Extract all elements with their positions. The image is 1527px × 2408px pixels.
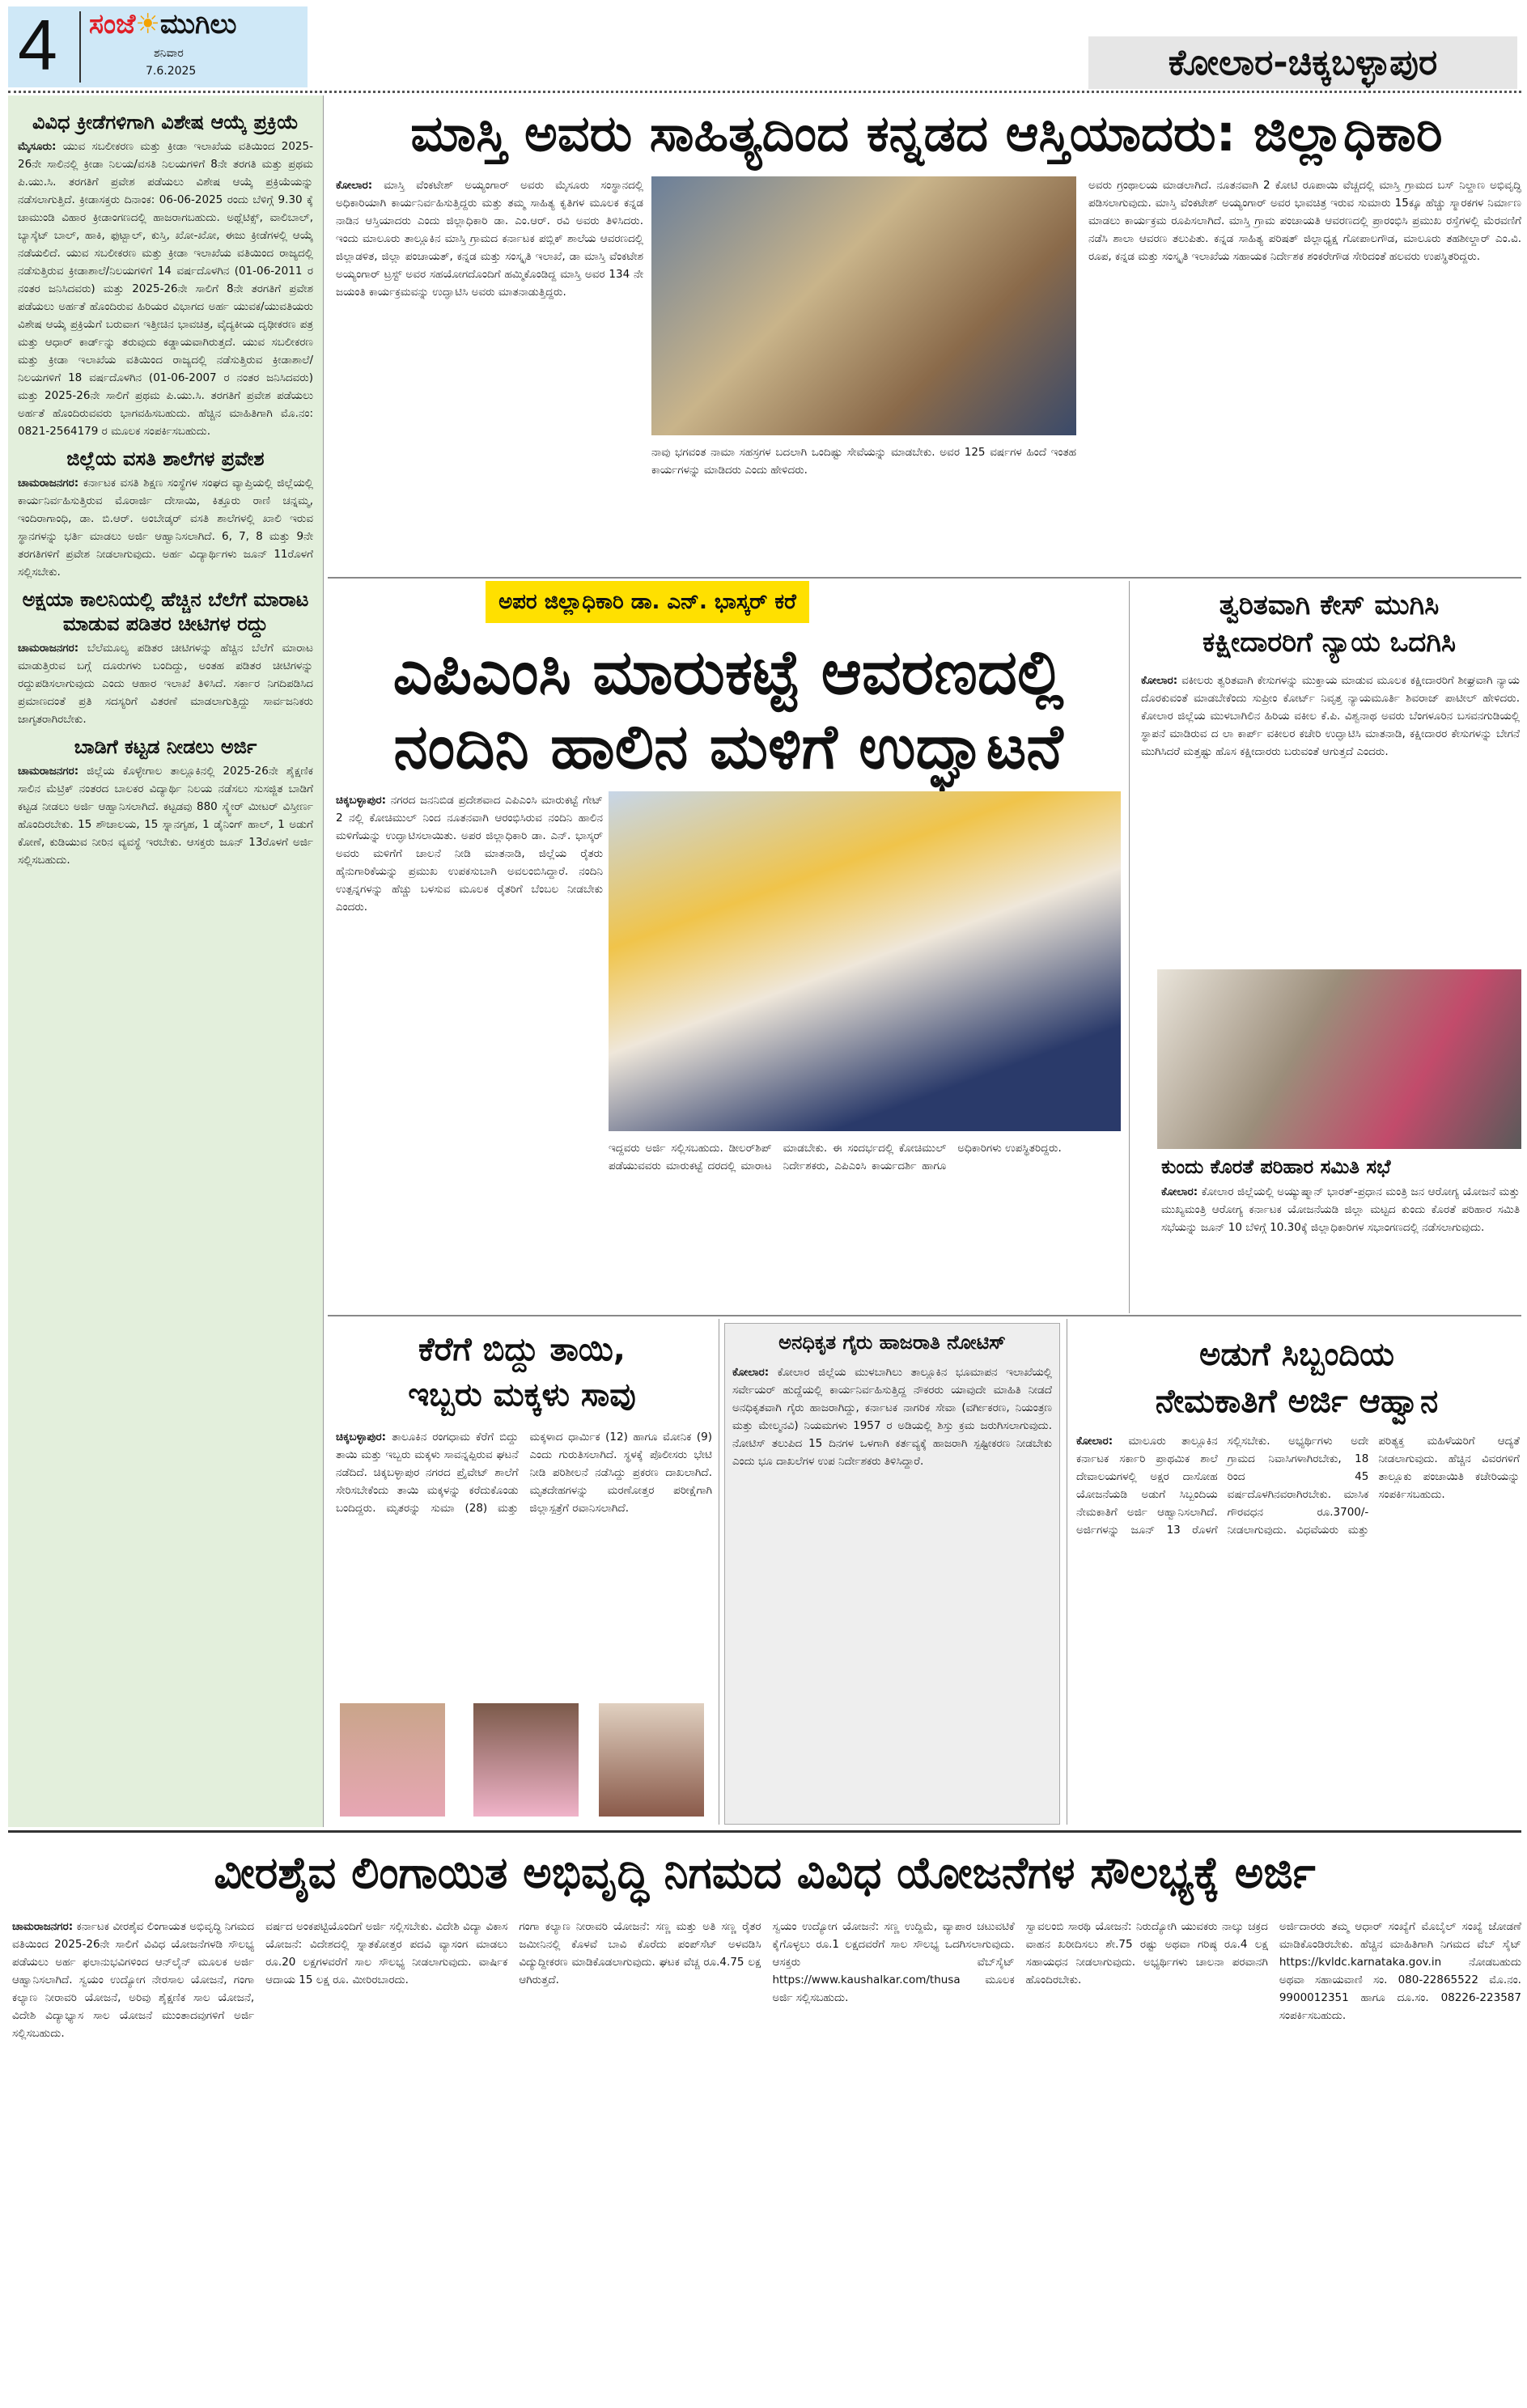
divider	[328, 1315, 1521, 1316]
headline-line: ತ್ವರಿತವಾಗಿ ಕೇಸ್ ಮುಗಿಸಿ	[1219, 589, 1440, 621]
bottom-col: ಅರ್ಜಿದಾರರು ತಮ್ಮ ಆಧಾರ್ ಸಂಖ್ಯೆಗೆ ಮೊಬೈಲ್ ಸಂಖ್ಯೆ ಜೋಡಣೆ ಮಾಡಿಕೊಂಡಿರಬೇಕು. ಹೆಚ್ಚಿನ ಮಾಹಿತಿಗಾಗಿ ನಿಗಮದ ವೆಬ್ ಸೈಟ್ https://kvldc.karnataka.gov.in ನೋಡಬಹುದು ಅಥವಾ ಸಹಾಯವಾಣಿ ಸಂ. 080-22865522 ಮೊ.ನಂ. 9900012351 ಹಾಗೂ ದೂ.ಸಂ. 08226-223587 ಸಂಪರ್ಕಿಸಬಹುದು.	[1279, 1920, 1521, 2022]
header-rule	[8, 91, 1521, 94]
divider	[1129, 581, 1130, 1313]
kere-body	[336, 1428, 712, 1695]
bottom-col: ವರ್ಷದ ಅಂಕಪಟ್ಟಿಯೊಂದಿಗೆ ಅರ್ಜಿ ಸಲ್ಲಿಸಬೇಕು. ವಿದೇಶಿ ವಿದ್ಯಾ ವಿಕಾಸ ಯೋಜನೆ: ವಿದೇಶದಲ್ಲಿ ಸ್ನಾತಕೋತ್ತರ ಪದವಿ ವ್ಯಾಸಂಗ ಮಾಡಲು ರೂ.20 ಲಕ್ಷಗಳವರೆಗೆ ಸಾಲ ಸೌಲಭ್ಯ ನೀಡಲಾಗುವುದು. ವಾರ್ಷಿಕ ಆದಾಯ 15 ಲಕ್ಷ ರೂ. ಮೀರಿರಬಾರದು.	[265, 1920, 508, 1986]
lead-col-1	[336, 176, 643, 573]
headline-line: ಇಬ್ಬರು ಮಕ್ಕಳು ಸಾವು	[408, 1376, 636, 1414]
bottom-columns	[12, 1918, 1521, 2403]
bottom-col: ಗಂಗಾ ಕಲ್ಯಾಣ ನೀರಾವರಿ ಯೋಜನೆ: ಸಣ್ಣ ಮತ್ತು ಅತಿ ಸಣ್ಣ ರೈತರ ಜಮೀನಿನಲ್ಲಿ ಕೊಳವೆ ಬಾವಿ ಕೊರೆದು ಪಂಪ್‌ಸೆಟ್ ಅಳವಡಿಸಿ ವಿದ್ಯುದ್ದೀಕರಣ ಮಾಡಿಕೊಡಲಾಗುವುದು. ಘಟಕ ವೆಚ್ಚ ರೂ.4.75 ಲಕ್ಷ ಆಗಿರುತ್ತದೆ.	[519, 1920, 761, 1986]
dateline: ಕೋಲಾರ:	[732, 1366, 770, 1379]
dateline: ಕೋಲಾರ:	[1161, 1185, 1198, 1198]
region-title: ಕೋಲಾರ-ಚಿಕ್ಕಬಳ್ಳಾಪುರ	[1088, 36, 1517, 89]
victim-photo	[599, 1703, 704, 1817]
kundu-text: ಕೋಲಾರ ಜಿಲ್ಲೆಯಲ್ಲಿ ಅಯ್ಯುಷ್ಮಾನ್ ಭಾರತ್-ಪ್ರಧಾನ ಮಂತ್ರಿ ಜನ ಆರೋಗ್ಯ ಯೋಜನೆ ಮತ್ತು ಮುಖ್ಯಮಂತ್ರಿ ಆರೋಗ್ಯ ಕರ್ನಾಟಕ ಯೋಜನೆಯಡಿ ಜಿಲ್ಲಾ ಮಟ್ಟದ ಕುಂದು ಕೊರತೆ ಪರಿಹಾರ ಸಮಿತಿ ಸಭೆಯನ್ನು ಜೂನ್ 10 ಬೆಳಿಗ್ಗೆ 10.30ಕ್ಕೆ ಜಿಲ್ಲಾಧಿಕಾರಿಗಳ ಸಭಾಂಗಣದಲ್ಲಿ ನಡೆಸಲಾಗುವುದು.	[1161, 1185, 1520, 1234]
dateline: ಚಾಮರಾಜನಗರ:	[18, 477, 79, 490]
dateline: ಚಾಮರಾಜನಗರ:	[18, 765, 79, 778]
date: 7.6.2025	[146, 65, 197, 78]
headline-line: ಕಕ್ಷೀದಾರರಿಗೆ ನ್ಯಾಯ ಒದಗಿಸಿ	[1202, 626, 1457, 659]
left-article-1-title: ವಿವಿಧ ಕ್ರೀಡೆಗಳಿಗಾಗಿ ವಿಶೇಷ ಆಯ್ಕೆ ಪ್ರಕ್ರಿಯೆ	[32, 111, 299, 134]
victim-photo	[473, 1703, 579, 1817]
left-article-3-body: ಬೆಲೆಮೂಲ್ಯ ಪಡಿತರ ಚೀಟಿಗಳನ್ನು ಹೆಚ್ಚಿನ ಬೆಲೆಗೆ ಮಾರಾಟ ಮಾಡುತ್ತಿರುವ ಬಗ್ಗೆ ದೂರುಗಳು ಬಂದಿದ್ದು, ಅಂತಹ ಪಡಿತರ ಚೀಟಿಗಳನ್ನು ರದ್ದುಪಡಿಸಲಾಗುವುದು ಎಂದು ಆಹಾರ ಇಲಾಖೆ ತಿಳಿಸಿದೆ. ಸರ್ಕಾರ ನಿಗದಿಪಡಿಸಿದ ಪ್ರಮಾಣದಂತೆ ಪ್ರತಿ ಸದಸ್ಯರಿಗೆ ವಿತರಣೆ ಮಾಡಲಾಗುತ್ತಿದ್ದು ಸಾರ್ವಜನಿಕರು ಜಾಗೃತರಾಗಿರಬೇಕು.	[18, 642, 313, 726]
apmc-headline	[332, 635, 1125, 784]
divider	[8, 1830, 1521, 1833]
dateline: ಚಾಮರಾಜನಗರ:	[12, 1920, 74, 1933]
kundu-body	[1161, 1183, 1520, 1311]
dateline: ಮೈಸೂರು:	[18, 140, 57, 153]
justice-text: ವಕೀಲರು ತ್ವರಿತವಾಗಿ ಕೇಸುಗಳನ್ನು ಮುಕ್ತಾಯ ಮಾಡುವ ಮೂಲಕ ಕಕ್ಷೀದಾರರಿಗೆ ಶೀಘ್ರವಾಗಿ ನ್ಯಾಯ ದೊರಕುವಂತೆ ಮಾಡಬೇಕೆಂದು ಸುಪ್ರೀಂ ಕೋರ್ಟ್ ನಿವೃತ್ತ ನ್ಯಾಯಮೂರ್ತಿ ಶಿವರಾಜ್ ಪಾಟೀಲ್ ಹೇಳಿದರು. ಕೋಲಾರ ಜಿಲ್ಲೆಯ ಮುಳಬಾಗಿಲಿನ ಹಿರಿಯ ವಕೀಲ ಕೆ.ಪಿ. ವಿಶ್ವನಾಥ ಅವರು ಬೆಂಗಳೂರಿನ ಬಸವನಗುಡಿಯಲ್ಲಿ ಸ್ಥಾಪನೆ ಮಾಡಿರುವ ದ ಲಾ ಕಾರ್ಪ್ ವಕೀಲರ ಕಚೇರಿ ಉದ್ಘಾಟಿಸಿ ಮಾತನಾಡಿ, ಕಕ್ಷೀದಾರರ ಕೇಸುಗಳನ್ನು ಬೇಗನೆ ಮುಗಿಸಿದರೆ ಮತ್ತಷ್ಟು ಹೊಸ ಕಕ್ಷೀದಾರರು ಬರುವಂತೆ ಆಗುತ್ತದೆ ಎಂದರು.	[1141, 674, 1520, 758]
apmc-col-1	[336, 791, 603, 1131]
dateline: ಚಿಕ್ಕಬಳ್ಳಾಪುರ:	[336, 1431, 387, 1444]
day: ಶನಿವಾರ	[154, 47, 184, 60]
bottom-col: ಸ್ವಯಂ ಉದ್ಯೋಗ ಯೋಜನೆ: ಸಣ್ಣ ಉದ್ದಿಮೆ, ವ್ಯಾಪಾರ ಚಟುವಟಿಕೆ ಕೈಗೊಳ್ಳಲು ರೂ.1 ಲಕ್ಷದವರೆಗೆ ಸಾಲ ಸೌಲಭ್ಯ ಒದಗಿಸಲಾಗುವುದು. ಆಸಕ್ತರು ವೆಬ್‌ಸೈಟ್ https://www.kaushalkar.com/thusa ಮೂಲಕ ಅರ್ಜಿ ಸಲ್ಲಿಸಬಹುದು.	[772, 1920, 1015, 2004]
headline-line: ಎಪಿಎಂಸಿ ಮಾರುಕಟ್ಟೆ ಆವರಣದಲ್ಲಿ	[392, 636, 1064, 708]
bottom-text: ಕರ್ನಾಟಕ ವೀರಶೈವ ಲಿಂಗಾಯತ ಅಭಿವೃದ್ಧಿ ನಿಗಮದ ವತಿಯಿಂದ 2025-26ನೇ ಸಾಲಿಗೆ ವಿವಿಧ ಯೋಜನೆಗಳಡಿ ಸೌಲಭ್ಯ ಪಡೆಯಲು ಅರ್ಹ ಫಲಾನುಭವಿಗಳಿಂದ ಆನ್‌ಲೈನ್ ಮೂಲಕ ಅರ್ಜಿ ಆಹ್ವಾನಿಸಲಾಗಿದೆ. ಸ್ವಯಂ ಉದ್ಯೋಗ ನೇರಸಾಲ ಯೋಜನೆ, ಗಂಗಾ ಕಲ್ಯಾಣ ನೀರಾವರಿ ಯೋಜನೆ, ಅರಿವು ಶೈಕ್ಷಣಿಕ ಸಾಲ ಯೋಜನೆ, ವಿದೇಶಿ ವಿದ್ಯಾಭ್ಯಾಸ ಸಾಲ ಯೋಜನೆ ಮುಂತಾದವುಗಳಿಗೆ ಅರ್ಜಿ ಸಲ್ಲಿಸಬಹುದು.	[12, 1920, 255, 2040]
kundu-photo	[1157, 969, 1521, 1149]
notice-body	[732, 1363, 1052, 1817]
left-article-3-title: ಅಕ್ಷಯಾ ಕಾಲನಿಯಲ್ಲಿ ಹೆಚ್ಚಿನ ಬೆಲೆಗೆ ಮಾರಾಟ ಮಾಡುವ ಪಡಿತರ ಚೀಟಿಗಳ ರದ್ದು	[22, 588, 309, 635]
kere-headline	[332, 1327, 712, 1418]
left-sidebar	[8, 95, 324, 1827]
apmc-kicker: ಅಪರ ಜಿಲ್ಲಾಧಿಕಾರಿ ಡಾ. ಎನ್. ಭಾಸ್ಕರ್ ಕರೆ	[486, 581, 809, 623]
bottom-col	[12, 1918, 254, 2403]
headline-line: ಅಡುಗೆ ಸಿಬ್ಬಂದಿಯ	[1198, 1336, 1394, 1373]
justice-headline	[1137, 587, 1521, 661]
left-article-1-body: ಯುವ ಸಬಲೀಕರಣ ಮತ್ತು ಕ್ರೀಡಾ ಇಲಾಖೆಯ ವತಿಯಿಂದ 2025-26ನೇ ಸಾಲಿನಲ್ಲಿ ಕ್ರೀಡಾ ನಿಲಯ/ವಸತಿ ನಿಲಯಗಳಿಗೆ 8ನೇ ತರಗತಿ ಮತ್ತು ಪ್ರಥಮ ಪಿ.ಯು.ಸಿ. ತರಗತಿಗೆ ಪ್ರವೇಶ ಪಡೆಯಲು ವಿಶೇಷ ಆಯ್ಕೆ ಪ್ರಕ್ರಿಯೆಯನ್ನು ನಡೆಸಲಾಗುತ್ತಿದೆ. ಕ್ರೀಡಾಸಕ್ತರು ದಿನಾಂಕ: 06-06-2025 ರಂದು ಬೆಳಿಗ್ಗೆ 9.30 ಕ್ಕೆ ಚಾಮುಂಡಿ ವಿಹಾರ ಕ್ರೀಡಾಂಗಣದಲ್ಲಿ ಹಾಜರಾಗಬಹುದು. ಅಥ್ಲೆಟಿಕ್ಸ್, ವಾಲಿಬಾಲ್, ಬ್ಯಾಸ್ಕೆಟ್ ಬಾಲ್, ಹಾಕಿ, ಫುಟ್ಬಾಲ್, ಕುಸ್ತಿ, ಖೋ-ಖೋ, ಈಜು ಕ್ರೀಡೆಗಳಲ್ಲಿ ಆಯ್ಕೆ ನಡೆಯಲಿದೆ. ಯುವ ಸಬಲೀಕರಣ ಮತ್ತು ಕ್ರೀಡಾ ಇಲಾಖೆಯ ವತಿಯಿಂದ ರಾಜ್ಯದಲ್ಲಿ ನಡೆಸುತ್ತಿರುವ ಕ್ರೀಡಾಶಾಲೆ/ನಿಲಯಗಳಿಗೆ 14 ವರ್ಷದೊಳಗಿನ (01-06-2011 ರ ನಂತರ ಜನಿಸಿದವರು) ಮತ್ತು 2025-26ನೇ ಸಾಲಿಗೆ 8ನೇ ತರಗತಿಗೆ ಪ್ರವೇಶ ಪಡೆಯಲು ಅರ್ಹತೆ ಹೊಂದಿರುವ ಹಿರಿಯರ ವಿಭಾಗದ ಅರ್ಹ ಯುವಕ/ಯುವತಿಯರು ವಿಶೇಷ ಆಯ್ಕೆ ಪ್ರಕ್ರಿಯೆಗೆ ಬರುವಾಗ ಇತ್ತೀಚಿನ ಭಾವಚಿತ್ರ, ವೈದ್ಯಕೀಯ ದೃಢೀಕರಣ ಪತ್ರ ಮತ್ತು ಆಧಾರ್ ಕಾರ್ಡ್‌ನ್ನು ತರುವುದು ಕಡ್ಡಾಯವಾಗಿರುತ್ತದೆ. ಯುವ ಸಬಲೀಕರಣ ಮತ್ತು ಕ್ರೀಡಾ ಇಲಾಖೆಯ ವತಿಯಿಂದ ರಾಜ್ಯದಲ್ಲಿ ನಡೆಸುತ್ತಿರುವ ಕ್ರೀಡಾಶಾಲೆ/ನಿಲಯಗಳಿಗೆ 18 ವರ್ಷದೊಳಗಿನ (01-06-2007 ರ ನಂತರ ಜನಿಸಿದವರು) ಮತ್ತು 2025-26ನೇ ಸಾಲಿಗೆ ಪ್ರಥಮ ಪಿ.ಯು.ಸಿ. ತರಗತಿಗೆ ಪ್ರವೇಶ ಪಡೆಯಲು ಅರ್ಹತೆ ಹೊಂದಿರುವವರು ಭಾಗವಹಿಸಬಹುದು. ಹೆಚ್ಚಿನ ಮಾಹಿತಿಗಾಗಿ ಮೊ.ನಂ: 0821-2564179 ರ ಮೂಲಕ ಸಂಪರ್ಕಿಸಬಹುದು.	[18, 140, 313, 438]
dateline: ಚಿಕ್ಕಬಳ್ಳಾಪುರ:	[336, 794, 387, 807]
dateline: ಚಾಮರಾಜನಗರ:	[18, 642, 79, 655]
divider	[328, 577, 1521, 579]
headline-line: ಕೆರೆಗೆ ಬಿದ್ದು ತಾಯಿ,	[418, 1331, 626, 1368]
bottom-headline: ವೀರಶೈವ ಲಿಂಗಾಯಿತ ಅಭಿವೃದ್ಧಿ ನಿಗಮದ ವಿವಿಧ ಯೋಜನೆಗಳ ಸೌಲಭ್ಯಕ್ಕೆ ಅರ್ಜಿ	[214, 1847, 1316, 1898]
lead-headline: ಮಾಸ್ತಿ ಅವರು ಸಾಹಿತ್ಯದಿಂದ ಕನ್ನಡದ ಆಸ್ತಿಯಾದರು: ಜಿಲ್ಲಾಧಿಕಾರಿ	[410, 104, 1443, 163]
left-article-4-title: ಬಾಡಿಗೆ ಕಟ್ಟಡ ನೀಡಲು ಅರ್ಜಿ	[74, 736, 257, 758]
notice-text: ಕೋಲಾರ ಜಿಲ್ಲೆಯ ಮುಳಬಾಗಿಲು ತಾಲ್ಲೂಕಿನ ಭೂಮಾಪನ ಇಲಾಖೆಯಲ್ಲಿ ಸರ್ವೇಯರ್ ಹುದ್ದೆಯಲ್ಲಿ ಕಾರ್ಯನಿರ್ವಹಿಸುತ್ತಿದ್ದ ನೌಕರರು ಯಾವುದೇ ಮಾಹಿತಿ ನೀಡದೆ ಅನಧಿಕೃತವಾಗಿ ಗೈರು ಹಾಜರಾಗಿದ್ದು, ಕರ್ನಾಟಕ ನಾಗರಿಕ ಸೇವಾ (ವರ್ಗೀಕರಣ, ನಿಯಂತ್ರಣ ಮತ್ತು ಮೇಲ್ಮನವಿ) ನಿಯಮಗಳು 1957 ರ ಅಡಿಯಲ್ಲಿ ಶಿಸ್ತು ಕ್ರಮ ಜರುಗಿಸಲಾಗುವುದು. ನೋಟಿಸ್ ತಲುಪಿದ 15 ದಿನಗಳ ಒಳಗಾಗಿ ಕರ್ತವ್ಯಕ್ಕೆ ಹಾಜರಾಗಿ ಸ್ಪಷ್ಟೀಕರಣ ನೀಡಬೇಕು ಎಂದು ಭೂ ದಾಖಲೆಗಳ ಉಪ ನಿರ್ದೇಶಕರು ತಿಳಿಸಿದ್ದಾರೆ.	[732, 1366, 1052, 1468]
headline-line: ನೇಮಕಾತಿಗೆ ಅರ್ಜಿ ಆಹ್ವಾನ	[1155, 1383, 1439, 1420]
apmc-col-2: ಇದ್ದವರು ಅರ್ಜಿ ಸಲ್ಲಿಸಬಹುದು. ಡೀಲರ್‌ಶಿಪ್ ಪಡೆಯುವವರು ಮಾರುಕಟ್ಟೆ ದರದಲ್ಲಿ ಮಾರಾಟ ಮಾಡಬೇಕು. ಈ ಸಂದರ್ಭದಲ್ಲಿ ಕೋಚಿಮುಲ್ ನಿರ್ದೇಶಕರು, ಎಪಿಎಂಸಿ ಕಾರ್ಯದರ್ಶಿ ಹಾಗೂ ಅಧಿಕಾರಿಗಳು ಉಪಸ್ಥಿತರಿದ್ದರು.	[609, 1142, 1062, 1172]
adige-headline	[1072, 1331, 1521, 1425]
left-article-4-body: ಜಿಲ್ಲೆಯ ಕೊಳ್ಳೇಗಾಲ ತಾಲ್ಲೂಕಿನಲ್ಲಿ 2025-26ನೇ ಶೈಕ್ಷಣಿಕ ಸಾಲಿನ ಮೆಟ್ರಿಕ್ ನಂತರದ ಬಾಲಕರ ವಿದ್ಯಾರ್ಥಿ ನಿಲಯ ನಡೆಸಲು ಸುಸಜ್ಜಿತ ಬಾಡಿಗೆ ಕಟ್ಟಡ ನೀಡಲು ಅರ್ಜಿ ಆಹ್ವಾನಿಸಲಾಗಿದೆ. ಕಟ್ಟಡವು 880 ಸ್ಕ್ವೇರ್ ಮೀಟರ್ ವಿಸ್ತೀರ್ಣ ಹೊಂದಿರಬೇಕು. 15 ಶೌಚಾಲಯ, 15 ಸ್ನಾನಗೃಹ, 1 ಡೈನಿಂಗ್ ಹಾಲ್, 1 ಅಡುಗೆ ಕೋಣೆ, ಕುಡಿಯುವ ನೀರಿನ ವ್ಯವಸ್ಥೆ ಇರಬೇಕು. ಆಸಕ್ತರು ಜೂನ್ 13ರೊಳಗೆ ಅರ್ಜಿ ಸಲ್ಲಿಸಬಹುದು.	[18, 765, 313, 867]
victim-photo	[340, 1703, 445, 1817]
left-article-2-title: ಜಿಲ್ಲೆಯ ವಸತಿ ಶಾಲೆಗಳ ಪ್ರವೇಶ	[66, 447, 265, 470]
dateline: ಕೋಲಾರ:	[1076, 1435, 1113, 1448]
dateline: ಕೋಲಾರ:	[1141, 674, 1178, 687]
dateline: ಕೋಲಾರ:	[336, 179, 373, 192]
lead-col-2: ನಾವು ಭಗವಂತ ನಾಮಾ ಸಹಸ್ರಗಳ ಬದಲಾಗಿ ಒಂದಿಷ್ಟು ಸೇವೆಯನ್ನು ಮಾಡಬೇಕು. ಅವರ 125 ವರ್ಷಗಳ ಹಿಂದೆ ಇಂತಹ ಕಾರ್ಯಗಳನ್ನು ಮಾಡಿದರು ಎಂದು ಹೇಳಿದರು.	[651, 446, 1076, 477]
kundu-headline: ಕುಂದು ಕೊರತೆ ಪರಿಹಾರ ಸಮಿತಿ ಸಭೆ	[1161, 1155, 1391, 1178]
lead-text: ಮಾಸ್ತಿ ವೆಂಕಟೇಶ್ ಅಯ್ಯಂಗಾರ್ ಅವರು ಮೈಸೂರು ಸಂಸ್ಥಾನದಲ್ಲಿ ಅಧಿಕಾರಿಯಾಗಿ ಕಾರ್ಯನಿರ್ವಹಿಸುತ್ತಿದ್ದರು ಮತ್ತು ತಮ್ಮ ಸಾಹಿತ್ಯ ಕೃತಿಗಳ ಮೂಲಕ ಕನ್ನಡ ನಾಡಿನ ಆಸ್ತಿಯಾದರು ಎಂದು ಜಿಲ್ಲಾಧಿಕಾರಿ ಡಾ. ಎಂ.ಆರ್. ರವಿ ಅವರು ತಿಳಿಸಿದರು. ಇಂದು ಮಾಲೂರು ತಾಲ್ಲೂಕಿನ ಮಾಸ್ತಿ ಗ್ರಾಮದ ಕರ್ನಾಟಕ ಪಬ್ಲಿಕ್ ಶಾಲೆಯ ಆವರಣದಲ್ಲಿ ಜಿಲ್ಲಾಡಳಿತ, ಜಿಲ್ಲಾ ಪಂಚಾಯತ್, ಕನ್ನಡ ಮತ್ತು ಸಂಸ್ಕೃತಿ ಇಲಾಖೆ, ಡಾ ಮಾಸ್ತಿ ವೆಂಕಟೇಶ ಅಯ್ಯಂಗಾರ್ ಟ್ರಸ್ಟ್ ಅವರ ಸಹಯೋಗದೊಂದಿಗೆ ಹಮ್ಮಿಕೊಂಡಿದ್ದ ಮಾಸ್ತಿ ಅವರ 134 ನೇ ಜಯಂತಿ ಕಾರ್ಯಕ್ರಮವನ್ನು ಉದ್ಘಾಟಿಸಿ ಅವರು ಮಾತನಾಡುತ್ತಿದ್ದರು.	[336, 179, 643, 299]
justice-body	[1141, 672, 1520, 963]
paper-logo: ಸಂಜೆ☀ಮುಗಿಲು	[89, 8, 237, 40]
apmc-text: ನಗರದ ಜನನಿಬಿಡ ಪ್ರದೇಶವಾದ ಎಪಿಎಂಸಿ ಮಾರುಕಟ್ಟೆ ಗೇಟ್ 2 ನಲ್ಲಿ ಕೋಚಿಮುಲ್ ನಿಂದ ನೂತನವಾಗಿ ಆರಂಭಿಸಿರುವ ನಂದಿನಿ ಹಾಲಿನ ಮಳಿಗೆಯನ್ನು ಉದ್ಘಾಟಿಸಲಾಯಿತು. ಅಪರ ಜಿಲ್ಲಾಧಿಕಾರಿ ಡಾ. ಎನ್. ಭಾಸ್ಕರ್ ಅವರು ಮಳಿಗೆಗೆ ಚಾಲನೆ ನೀಡಿ ಮಾತನಾಡಿ, ಜಿಲ್ಲೆಯ ರೈತರು ಹೈನುಗಾರಿಕೆಯನ್ನು ಪ್ರಮುಖ ಉಪಕಸುಬಾಗಿ ಅವಲಂಬಿಸಿದ್ದಾರೆ. ನಂದಿನಿ ಉತ್ಪನ್ನಗಳನ್ನು ಹೆಚ್ಚು ಬಳಸುವ ಮೂಲಕ ರೈತರಿಗೆ ಬೆಂಬಲ ನೀಡಬೇಕು ಎಂದರು.	[336, 794, 603, 914]
left-article-2-body: ಕರ್ನಾಟಕ ವಸತಿ ಶಿಕ್ಷಣ ಸಂಸ್ಥೆಗಳ ಸಂಘದ ವ್ಯಾಪ್ತಿಯಲ್ಲಿ ಜಿಲ್ಲೆಯಲ್ಲಿ ಕಾರ್ಯನಿರ್ವಹಿಸುತ್ತಿರುವ ಮೊರಾರ್ಜಿ ದೇಸಾಯಿ, ಕಿತ್ತೂರು ರಾಣಿ ಚನ್ನಮ್ಮ, ಇಂದಿರಾಗಾಂಧಿ, ಡಾ. ಬಿ.ಆರ್. ಅಂಬೇಡ್ಕರ್ ವಸತಿ ಶಾಲೆಗಳಲ್ಲಿ ಖಾಲಿ ಇರುವ ಸ್ಥಾನಗಳನ್ನು ಭರ್ತಿ ಮಾಡಲು ಅರ್ಜಿ ಆಹ್ವಾನಿಸಲಾಗಿದೆ. 6, 7, 8 ಮತ್ತು 9ನೇ ತರಗತಿಗಳಿಗೆ ಪ್ರವೇಶ ನೀಡಲಾಗುವುದು. ಅರ್ಹ ವಿದ್ಯಾರ್ಥಿಗಳು ಜೂನ್ 11ರೊಳಗೆ ಸಲ್ಲಿಸಬೇಕು.	[18, 477, 314, 579]
adige-text: ಮಾಲೂರು ತಾಲ್ಲೂಕಿನ ಕರ್ನಾಟಕ ಸರ್ಕಾರಿ ಪ್ರಾಥಮಿಕ ಶಾಲೆ ದೇವಾಲಯಗಳಲ್ಲಿ ಅಕ್ಷರ ದಾಸೋಹ ಯೋಜನೆಯಡಿ ಅಡುಗೆ ಸಿಬ್ಬಂದಿಯ ನೇಮಕಾತಿಗೆ ಅರ್ಜಿ ಆಹ್ವಾನಿಸಲಾಗಿದೆ. ಅರ್ಜಿಗಳನ್ನು ಜೂನ್ 13 ರೊಳಗೆ ಸಲ್ಲಿಸಬೇಕು. ಅಭ್ಯರ್ಥಿಗಳು ಅದೇ ಗ್ರಾಮದ ನಿವಾಸಿಗಳಾಗಿರಬೇಕು, 18 ರಿಂದ 45 ವರ್ಷದೊಳಗಿನವರಾಗಿರಬೇಕು. ಮಾಸಿಕ ಗೌರವಧನ ರೂ.3700/- ನೀಡಲಾಗುವುದು. ವಿಧವೆಯರು ಮತ್ತು ಪರಿತ್ಯಕ್ತ ಮಹಿಳೆಯರಿಗೆ ಆದ್ಯತೆ ನೀಡಲಾಗುವುದು. ಹೆಚ್ಚಿನ ವಿವರಗಳಿಗೆ ತಾಲ್ಲೂಕು ಪಂಚಾಯಿತಿ ಕಚೇರಿಯನ್ನು ಸಂಪರ್ಕಿಸಬಹುದು.	[1076, 1435, 1520, 1537]
logo-red: ಸಂಜೆ	[89, 8, 136, 40]
lead-photo	[651, 176, 1076, 435]
bottom-col: ಸ್ವಾವಲಂಬಿ ಸಾರಥಿ ಯೋಜನೆ: ನಿರುದ್ಯೋಗಿ ಯುವಕರು ನಾಲ್ಕು ಚಕ್ರದ ವಾಹನ ಖರೀದಿಸಲು ಶೇ.75 ರಷ್ಟು ಅಥವಾ ಗರಿಷ್ಠ ರೂ.4 ಲಕ್ಷ ಸಹಾಯಧನ ನೀಡಲಾಗುವುದು. ಅಭ್ಯರ್ಥಿಗಳು ಚಾಲನಾ ಪರವಾನಗಿ ಹೊಂದಿರಬೇಕು.	[1025, 1920, 1268, 1986]
page-number: 4	[18, 5, 57, 85]
notice-headline: ಅನಧಿಕೃತ ಗೈರು ಹಾಜರಾತಿ ನೋಟಿಸ್	[778, 1331, 1006, 1354]
adige-body	[1076, 1432, 1520, 1821]
lead-col-3: ಅವರು ಗ್ರಂಥಾಲಯ ಮಾಡಲಾಗಿದೆ. ನೂತನವಾಗಿ 2 ಕೋಟಿ ರೂಪಾಯಿ ವೆಚ್ಚದಲ್ಲಿ ಮಾಸ್ತಿ ಗ್ರಾಮದ ಬಸ್ ನಿಲ್ದಾಣ ಅಭಿವೃದ್ಧಿ ಪಡಿಸಲಾಗುವುದು. ಮಾಸ್ತಿ ವೆಂಕಟೇಶ್ ಅಯ್ಯಂಗಾರ್ ಅವರ ಭಾವಚಿತ್ರ ಇರುವ ಸುಮಾರು 15ಕ್ಕೂ ಹೆಚ್ಚು ಸ್ಮಾರಕಗಳ ನಿರ್ಮಾಣ ಮಾಡಲು ಕಾರ್ಯಕ್ರಮ ರೂಪಿಸಲಾಗಿದೆ. ಮಾಸ್ತಿ ಗ್ರಾಮ ಪಂಚಾಯತಿ ಆವರಣದಲ್ಲಿ ಪ್ರಾರಂಭಿಸಿ ಪ್ರಮುಖ ರಸ್ತೆಗಳಲ್ಲಿ ಮೆರವಣಿಗೆ ನಡೆಸಿ ಶಾಲಾ ಆವರಣ ತಲುಪಿತು. ಕನ್ನಡ ಸಾಹಿತ್ಯ ಪರಿಷತ್ ಜಿಲ್ಲಾಧ್ಯಕ್ಷ ಗೋಪಾಲಗೌಡ, ಮಾಲೂರು ತಹಶೀಲ್ದಾರ್ ಎಂ.ವಿ. ರೂಪ, ಕನ್ನಡ ಮತ್ತು ಸಂಸ್ಕೃತಿ ಇಲಾಖೆಯ ಸಹಾಯಕ ನಿರ್ದೇಶಕ ಶಂಕರೇಗೌಡ ಸೇರಿದಂತೆ ಹಲವರು ಉಪಸ್ಥಿತರಿದ್ದರು.	[1088, 179, 1521, 263]
apmc-photo	[609, 791, 1121, 1131]
masthead-divider	[79, 11, 81, 83]
kere-text: ತಾಲೂಕಿನ ರಂಗಧಾಮ ಕೆರೆಗೆ ಬಿದ್ದು ತಾಯಿ ಮತ್ತು ಇಬ್ಬರು ಮಕ್ಕಳು ಸಾವನ್ನಪ್ಪಿರುವ ಘಟನೆ ನಡೆದಿದೆ. ಚಿಕ್ಕಬಳ್ಳಾಪುರ ನಗರದ ಪ್ರೈವೇಟ್ ಶಾಲೆಗೆ ಸೇರಿಸಬೇಕೆಂದು ತಾಯಿ ಮಕ್ಕಳನ್ನು ಕರೆದುಕೊಂಡು ಬಂದಿದ್ದರು. ಮೃತರನ್ನು ಸುಮಾ (28) ಮತ್ತು ಮಕ್ಕಳಾದ ಧಾರ್ಮಿಕ (12) ಹಾಗೂ ಮೋನಿಕ (9) ಎಂದು ಗುರುತಿಸಲಾಗಿದೆ. ಸ್ಥಳಕ್ಕೆ ಪೊಲೀಸರು ಭೇಟಿ ನೀಡಿ ಪರಿಶೀಲನೆ ನಡೆಸಿದ್ದು ಪ್ರಕರಣ ದಾಖಲಾಗಿದೆ. ಮೃತದೇಹಗಳನ್ನು ಮರಣೋತ್ತರ ಪರೀಕ್ಷೆಗಾಗಿ ಜಿಲ್ಲಾಸ್ಪತ್ರೆಗೆ ರವಾನಿಸಲಾಗಿದೆ.	[336, 1431, 712, 1515]
headline-line: ನಂದಿನಿ ಹಾಲಿನ ಮಳಿಗೆ ಉದ್ಘಾಟನೆ	[393, 710, 1063, 782]
logo-black: ಮುಗಿಲು	[159, 8, 237, 40]
